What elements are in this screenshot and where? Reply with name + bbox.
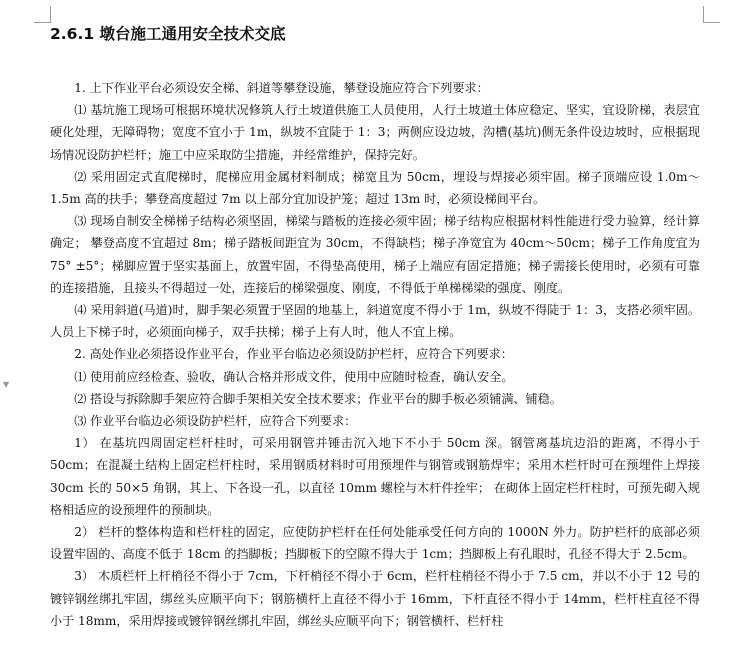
document-page <box>50 22 700 632</box>
paragraph: ⑵ 采用固定式直爬梯时，爬梯应用金属材料制成；梯宽且为 50cm，埋设与焊接必须牢固。梯子顶端应设 1.0m～1.5m 高的扶手；攀登高度超过 7m 以上部分宜加设护笼；超过 13m 时，必须设梯间平台。 <box>50 169 700 207</box>
section-heading: 2.6.1 墩台施工通用安全技术交底 <box>50 25 286 43</box>
paragraph: ⑴ 基坑施工现场可根据环境状况修筑人行土坡道供施工人员使用，人行土坡道土体应稳定、坚实，宜设阶梯，表层宜硬化处理，无障碍物；宽度不宜小于 1m，纵坡不宜陡于 1：3；两侧应设边坡，沟槽(基坑)侧无条件设边坡时，应根据现场情况设防护栏杆；施工中应采取防尘措施，并经常维护，保持完好。 <box>50 103 700 162</box>
paragraph: ⑶ 现场自制安全梯梯子结构必须坚固，梯梁与踏板的连接必须牢固；梯子结构应根据材料性能进行受力验算，经计算确定； 攀登高度不宜超过 8m；梯子踏板间距宜为 30cm，不得缺档；梯子净宽宜为 40cm～50cm；梯子工作角度宜为 75° ±5°；梯脚应置于坚实基面上，放置牢固，不得垫高使用，梯子上端应有固定措施；梯子需接长使用时，必须有可靠的连接措施，且接头不得超过一处，连接后的梯梁强度、刚度，不得低于单梯梯梁的强度、刚度。 <box>50 214 700 295</box>
paragraph: ⑶ 作业平台临边必须设防护栏杆，应符合下列要求： <box>74 414 357 429</box>
paragraph: 1. 上下作业平台必须设安全梯、斜道等攀登设施，攀登设施应符合下列要求： <box>74 81 489 95</box>
paragraph: ⑴ 使用前应经检查、验收，确认合格并形成文件，使用中应随时检查，确认安全。 <box>74 369 514 384</box>
document-body <box>50 77 700 632</box>
side-caret-icon: ▼ <box>3 380 10 389</box>
paragraph: ⑷ 采用斜道(马道)时，脚手架必须置于坚固的地基上，斜道宽度不得小于 1m，纵坡不得陡于 1：3，支搭必须牢固。人员上下梯子时，必须面向梯子，双手扶梯；梯子上有人时，他人不宜上梯。 <box>50 303 700 340</box>
paragraph: 2. 高处作业必须搭设作业平台，作业平台临边必须设防护栏杆，应符合下列要求： <box>74 347 513 362</box>
paragraph: ⑵ 搭设与拆除脚手架应符合脚手架相关安全技术要求；作业平台的脚手板必须铺满、铺稳。 <box>74 391 562 406</box>
paragraph: 2） 栏杆的整体构造和栏杆柱的固定，应使防护栏杆在任何处能承受任何方向的 1000N 外力。防护栏杆的底部必须设置牢固的、高度不低于 18cm 的挡脚板；挡脚板下的空隙不得大于 1cm；挡脚板上有孔眼时，孔径不得大于 2.5cm。 <box>50 525 700 562</box>
paragraph: 3） 木质栏杆上杆梢径不得小于 7cm，下杆梢径不得小于 6cm，栏杆柱梢径不得小于 7.5 cm，并以不小于 12 号的镀锌钢丝绑扎牢固，绑丝头应顺平向下；钢筋横杆上直径不得小于 16mm，下杆直径不得小于 14mm，栏杆柱直径不得小于 18mm，采用焊接或镀锌钢丝绑扎牢固，绑丝头应顺平向下；钢管横杆、栏杆柱 <box>50 569 700 628</box>
page-corner-mark-top-right <box>703 6 720 23</box>
page-corner-mark-top-left <box>34 6 51 23</box>
paragraph: 1） 在基坑四周固定栏杆柱时，可采用钢管并锤击沉入地下不小于 50cm 深。钢管离基坑边沿的距离，不得小于 50cm；在混凝土结构上固定栏杆柱时，采用钢质材料时可用预埋件与钢管或钢筋焊牢；采用木栏杆时可在预埋件上焊接 30cm 长的 50×5 角钢，其上、下各设一孔，以直径 10mm 螺栓与木杆件拴牢； 在砌体上固定栏杆柱时，可预先砌入规格相适应的设预埋件的预制块。 <box>50 436 700 517</box>
